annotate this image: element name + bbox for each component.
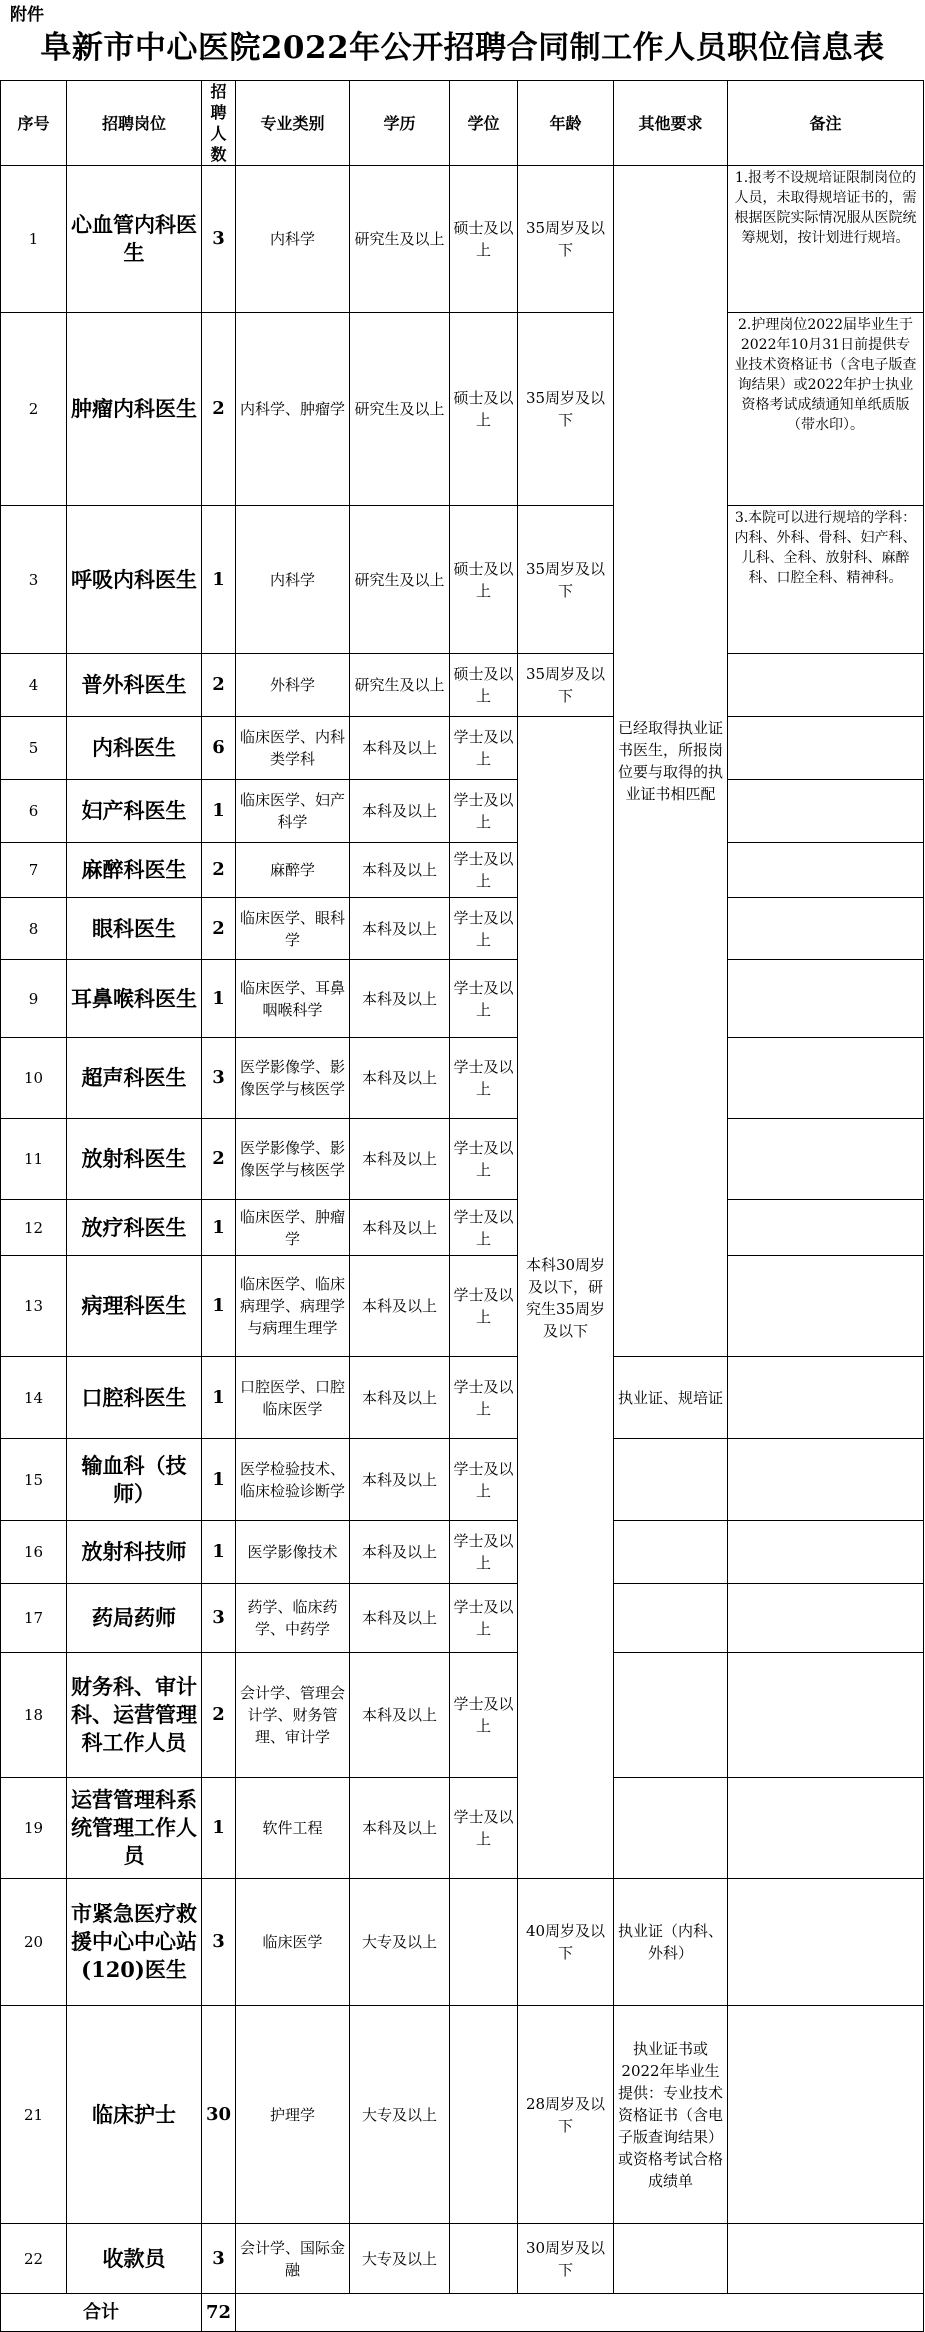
row-major: 口腔医学、口腔临床医学 [236,1357,350,1439]
table-row [1,313,924,506]
row-degree [450,1879,518,2006]
row-major: 临床医学、妇产科学 [236,780,350,843]
row-major: 医学影像技术 [236,1521,350,1584]
row-major: 临床医学、肿瘤学 [236,1200,350,1256]
header-note: 备注 [728,81,924,166]
row-degree: 学士及以上 [450,960,518,1038]
row-note: 1.报考不设规培证限制岗位的人员，未取得规培证书的，需根据医院实际情况服从医院统筹规划，按计划进行规培。 [728,166,924,313]
attachment-label: 附件 [10,5,44,25]
row-count: 1 [202,1256,236,1357]
header-no: 序号 [1,81,67,166]
row-post: 放射科医生 [67,1119,202,1200]
row-post: 耳鼻喉科医生 [67,960,202,1038]
total-blank [236,2294,924,2332]
row-note: 3.本院可以进行规培的学科：内科、外科、骨科、妇产科、儿科、全科、放射科、麻醉科、口腔全科、精神科。 [728,506,924,654]
row-note [728,1521,924,1584]
row-degree [450,2224,518,2294]
row-note [728,843,924,898]
row-no: 14 [1,1357,67,1439]
row-degree: 学士及以上 [450,1119,518,1200]
row-degree: 学士及以上 [450,1200,518,1256]
row-major: 软件工程 [236,1778,350,1879]
row-note [728,1439,924,1521]
position-table [0,80,924,2332]
row-edu: 本科及以上 [350,1653,450,1778]
row-post: 口腔科医生 [67,1357,202,1439]
row-count: 1 [202,780,236,843]
row-note: 2.护理岗位2022届毕业生于2022年10月31日前提供专业技术资格证书（含电子版查询结果）或2022年护士执业资格考试成绩通知单纸质版（带水印）。 [728,313,924,506]
row-no: 18 [1,1653,67,1778]
row-edu: 本科及以上 [350,1200,450,1256]
row-post: 病理科医生 [67,1256,202,1357]
row-count: 6 [202,717,236,780]
row-edu: 本科及以上 [350,1119,450,1200]
row-post: 超声科医生 [67,1038,202,1119]
row-other: 执业证（内科、外科） [614,1879,728,2006]
row-note [728,780,924,843]
row-no: 19 [1,1778,67,1879]
row-post: 内科医生 [67,717,202,780]
row-age: 28周岁及以下 [518,2006,614,2224]
row-count: 2 [202,843,236,898]
row-no: 16 [1,1521,67,1584]
row-no: 12 [1,1200,67,1256]
row-note [728,1584,924,1653]
row-edu: 本科及以上 [350,780,450,843]
row-major: 药学、临床药学、中药学 [236,1584,350,1653]
row-count: 1 [202,1521,236,1584]
row-post: 市紧急医疗救援中心中心站(120)医生 [67,1879,202,2006]
row-other [614,1439,728,1521]
row-note [728,960,924,1038]
row-major: 内科学 [236,506,350,654]
row-degree: 硕士及以上 [450,654,518,717]
row-count: 2 [202,654,236,717]
row-edu: 本科及以上 [350,1439,450,1521]
row-no: 6 [1,780,67,843]
row-post: 肿瘤内科医生 [67,313,202,506]
row-major: 内科学 [236,166,350,313]
row-degree: 学士及以上 [450,780,518,843]
row-post: 输血科（技师） [67,1439,202,1521]
row-count: 30 [202,2006,236,2224]
row-count: 3 [202,1584,236,1653]
row-count: 2 [202,1119,236,1200]
row-post: 药局药师 [67,1584,202,1653]
row-major: 临床医学、眼科学 [236,898,350,960]
table-row [1,1778,924,1879]
row-no: 17 [1,1584,67,1653]
table-row [1,1584,924,1653]
row-major: 临床医学 [236,1879,350,2006]
row-count: 3 [202,2224,236,2294]
header-degree: 学位 [450,81,518,166]
row-note [728,2224,924,2294]
row-degree: 学士及以上 [450,717,518,780]
table-row [1,1439,924,1521]
other-requirement-merged: 已经取得执业证书医生，所报岗位要与取得的执业证书相匹配 [614,166,728,1357]
row-count: 3 [202,1879,236,2006]
row-edu: 本科及以上 [350,1584,450,1653]
row-degree: 硕士及以上 [450,313,518,506]
row-count: 1 [202,960,236,1038]
row-major: 医学影像学、影像医学与核医学 [236,1119,350,1200]
row-major: 会计学、国际金融 [236,2224,350,2294]
row-degree: 学士及以上 [450,1038,518,1119]
row-age: 35周岁及以下 [518,654,614,717]
document-title: 阜新市中心医院2022年公开招聘合同制工作人员职位信息表 [40,30,885,66]
row-other: 执业证书或2022年毕业生提供：专业技术资格证书（含电子版查询结果）或资格考试合格成绩单 [614,2006,728,2224]
table-row [1,506,924,654]
row-post: 麻醉科医生 [67,843,202,898]
row-count: 2 [202,1653,236,1778]
row-major: 临床医学、临床病理学、病理学与病理生理学 [236,1256,350,1357]
row-no: 21 [1,2006,67,2224]
row-edu: 大专及以上 [350,2224,450,2294]
total-label: 合计 [1,2294,202,2332]
row-degree: 学士及以上 [450,843,518,898]
row-edu: 研究生及以上 [350,313,450,506]
row-degree: 学士及以上 [450,1521,518,1584]
header-row [1,81,924,166]
row-edu: 本科及以上 [350,898,450,960]
row-note [728,1119,924,1200]
row-age: 40周岁及以下 [518,1879,614,2006]
row-post: 财务科、审计科、运营管理科工作人员 [67,1653,202,1778]
row-age: 30周岁及以下 [518,2224,614,2294]
row-post: 心血管内科医生 [67,166,202,313]
row-degree: 硕士及以上 [450,166,518,313]
age-merged: 本科30周岁及以下，研究生35周岁及以下 [518,717,614,1879]
row-count: 1 [202,506,236,654]
header-major: 专业类别 [236,81,350,166]
row-note [728,898,924,960]
row-note [728,1357,924,1439]
row-other [614,1653,728,1778]
row-edu: 大专及以上 [350,1879,450,2006]
row-other [614,2224,728,2294]
row-note [728,2006,924,2224]
row-count: 1 [202,1357,236,1439]
row-count: 1 [202,1778,236,1879]
row-count: 2 [202,313,236,506]
row-age: 35周岁及以下 [518,313,614,506]
row-count: 2 [202,898,236,960]
row-no: 15 [1,1439,67,1521]
table-row [1,654,924,717]
row-post: 普外科医生 [67,654,202,717]
row-no: 8 [1,898,67,960]
row-no: 11 [1,1119,67,1200]
table-row [1,1256,924,1357]
row-major: 临床医学、内科类学科 [236,717,350,780]
row-no: 3 [1,506,67,654]
table-row [1,960,924,1038]
row-count: 1 [202,1200,236,1256]
table-row [1,717,924,780]
row-no: 10 [1,1038,67,1119]
table-row [1,1653,924,1778]
header-other: 其他要求 [614,81,728,166]
row-other [614,1778,728,1879]
row-post: 放疗科医生 [67,1200,202,1256]
row-edu: 本科及以上 [350,1778,450,1879]
row-major: 临床医学、耳鼻咽喉科学 [236,960,350,1038]
row-degree: 学士及以上 [450,1439,518,1521]
row-age: 35周岁及以下 [518,166,614,313]
row-note [728,654,924,717]
row-note [728,1778,924,1879]
row-other: 执业证、规培证 [614,1357,728,1439]
table-row [1,166,924,313]
row-post: 眼科医生 [67,898,202,960]
row-age: 35周岁及以下 [518,506,614,654]
row-edu: 本科及以上 [350,1521,450,1584]
row-degree: 学士及以上 [450,1584,518,1653]
row-no: 20 [1,1879,67,2006]
header-age: 年龄 [518,81,614,166]
row-degree: 硕士及以上 [450,506,518,654]
row-major: 内科学、肿瘤学 [236,313,350,506]
row-no: 22 [1,2224,67,2294]
row-post: 临床护士 [67,2006,202,2224]
row-no: 4 [1,654,67,717]
row-degree: 学士及以上 [450,1778,518,1879]
row-edu: 本科及以上 [350,1357,450,1439]
row-major: 外科学 [236,654,350,717]
row-note [728,1879,924,2006]
row-edu: 研究生及以上 [350,654,450,717]
row-post: 呼吸内科医生 [67,506,202,654]
row-major: 医学检验技术、临床检验诊断学 [236,1439,350,1521]
row-note [728,1200,924,1256]
row-degree: 学士及以上 [450,1357,518,1439]
table-row [1,1521,924,1584]
row-major: 医学影像学、影像医学与核医学 [236,1038,350,1119]
row-edu: 本科及以上 [350,717,450,780]
row-post: 运营管理科系统管理工作人员 [67,1778,202,1879]
row-note [728,1653,924,1778]
row-post: 妇产科医生 [67,780,202,843]
row-major: 会计学、管理会计学、财务管理、审计学 [236,1653,350,1778]
table-row [1,2224,924,2294]
row-count: 3 [202,1038,236,1119]
row-no: 1 [1,166,67,313]
row-count: 1 [202,1439,236,1521]
row-major: 护理学 [236,2006,350,2224]
table-row [1,1200,924,1256]
row-edu: 研究生及以上 [350,166,450,313]
row-degree: 学士及以上 [450,898,518,960]
header-post: 招聘岗位 [67,81,202,166]
row-no: 5 [1,717,67,780]
header-edu: 学历 [350,81,450,166]
total-count: 72 [202,2294,236,2332]
header-count: 招聘人数 [202,81,236,166]
row-degree: 学士及以上 [450,1653,518,1778]
row-note [728,1038,924,1119]
table-row [1,843,924,898]
table-row [1,2006,924,2224]
row-other [614,1521,728,1584]
row-edu: 大专及以上 [350,2006,450,2224]
row-count: 3 [202,166,236,313]
row-edu: 研究生及以上 [350,506,450,654]
row-degree: 学士及以上 [450,1256,518,1357]
row-note [728,1256,924,1357]
row-post: 放射科技师 [67,1521,202,1584]
row-edu: 本科及以上 [350,1038,450,1119]
row-degree [450,2006,518,2224]
row-post: 收款员 [67,2224,202,2294]
table-row [1,1357,924,1439]
row-no: 9 [1,960,67,1038]
row-other [614,1584,728,1653]
row-no: 13 [1,1256,67,1357]
row-no: 7 [1,843,67,898]
row-major: 麻醉学 [236,843,350,898]
table-row [1,1119,924,1200]
table-row [1,780,924,843]
row-no: 2 [1,313,67,506]
row-edu: 本科及以上 [350,1256,450,1357]
table-row [1,1038,924,1119]
row-edu: 本科及以上 [350,843,450,898]
table-row [1,1879,924,2006]
total-row [1,2294,924,2332]
table-row [1,898,924,960]
row-note [728,717,924,780]
row-edu: 本科及以上 [350,960,450,1038]
